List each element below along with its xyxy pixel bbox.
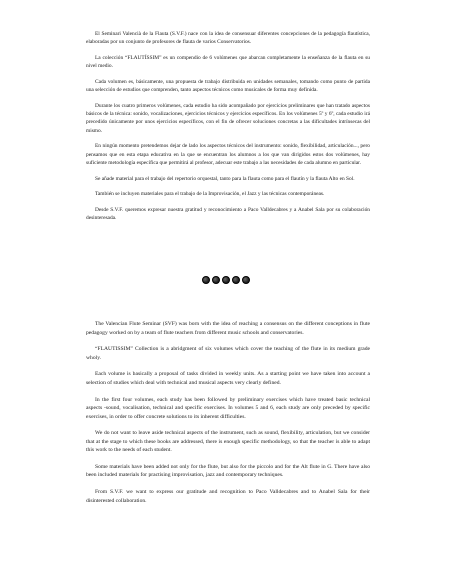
english-paragraph: From S.V.F. we want to express our gratitude and recognition to Paco Valldecabres and to Anabel Sala for their disinterested collaboration.: [86, 489, 370, 504]
dot-ornament-icon: [212, 276, 220, 284]
section-divider: [0, 276, 452, 284]
dot-ornament-icon: [202, 276, 210, 284]
english-paragraph: We do not want to leave aside technical aspects of the instrument, such as sound, flexibility, articulation, but we consider that at the stage to which these books are addressed, there is enough specific methodology, so that the teacher is able to adapt this work to the needs of each student.: [86, 430, 370, 454]
dot-ornament-icon: [222, 276, 230, 284]
spanish-paragraph: La colección “FLAUTÍSSIM” es un compendio de 6 volúmenes que abarcan completamente la enseñanza de la flauta en su nivel medio.: [86, 55, 370, 70]
english-paragraph: In the first four volumes, each study has been followed by preliminary exercises which have treated basic technical aspects -sound, vocalisation, technical and specific exercises. In volumes 5 and 6, each study are only preceded by specific exercises, in order to offer concrete solutions to its inherent difficulties.: [86, 396, 370, 420]
spanish-paragraph: Desde S.V.F. queremos expresar nuestra gratitud y reconocimiento a Paco Valldecabres y a Anabel Sala por su colaboración desinteresada.: [86, 207, 370, 222]
spanish-paragraph: Cada volumen es, básicamente, una propuesta de trabajo distribuida en unidades semanales, tomando como punto de partida una selección de estudios que comprenden, tanto aspectos técnicos como musicales de forma muy definida.: [86, 79, 370, 94]
english-paragraph: “FLAUTISSIM” Collection is a abridgment of six volumes which cover the teaching of the flute in its medium grade wholy.: [86, 346, 370, 361]
dot-ornament-icon: [242, 276, 250, 284]
spanish-paragraph: El Seminari Valencià de la Flauta (S.V.F.) nace con la idea de consensuar diferentes concepciones de la pedagogía flautística, elaboradas por un conjunto de profesores de flauta de varios Conservatorios.: [86, 31, 370, 46]
spanish-paragraph: También se incluyen materiales para el trabajo de la Improvisación, el Jazz y las técnicas contemporáneas.: [95, 191, 325, 198]
dot-ornament-icon: [232, 276, 240, 284]
english-paragraph: Some materials have been added not only for the flute, but also for the piccolo and for the Alt flute in G. There have also been included materials for practising improvisation, jazz and contemporary techniques.: [86, 463, 370, 479]
english-paragraph: Each volume is basically a proposal of tasks divided in weekly units. As a starting point we have taken into account a selection of studies which deal with technical and musical aspects very clearly defined.: [86, 371, 370, 386]
spanish-text-block: [86, 30, 370, 230]
spanish-paragraph: Durante los cuatro primeros volúmenes, cada estudio ha sido acompañado por ejercicios preliminares que han tratado aspectos básicos de la técnica: sonido, vocalizaciones, ejercicios técnicos y ejercicios específicos. En los volúmenes 5º y 6º, cada estudio irá precedido únicamente por unos ejercicios específicos, con el fin de ofrecer soluciones concretas a las dificultades intrínsecas del mismo.: [86, 103, 370, 134]
english-text-block: [86, 320, 370, 513]
spanish-paragraph: En ningún momento pretendemos dejar de lado los aspectos técnicos del instrumento: sonido, flexibilidad, articulación..., pero pensamos que en esta etapa educativa en la que se encuentran los alumnos a los que van dirigidos estos dos volúmenes, hay suficiente metodología específica que permitirá al profesor, adecuar este trabajo a las necesidades de cada alumno en particular.: [86, 143, 370, 166]
english-paragraph: The Valencian Flute Seminar (SVF) was born with the idea of reaching a consensus on the different conceptions in flute pedagogy worked on by a team of flute teachers from different music schools and conservatories.: [86, 321, 370, 336]
spanish-paragraph: Se añade material para el trabajo del repertorio orquestal, tanto para la flauta como para el flautín y la flauta Alto en Sol.: [95, 175, 355, 182]
